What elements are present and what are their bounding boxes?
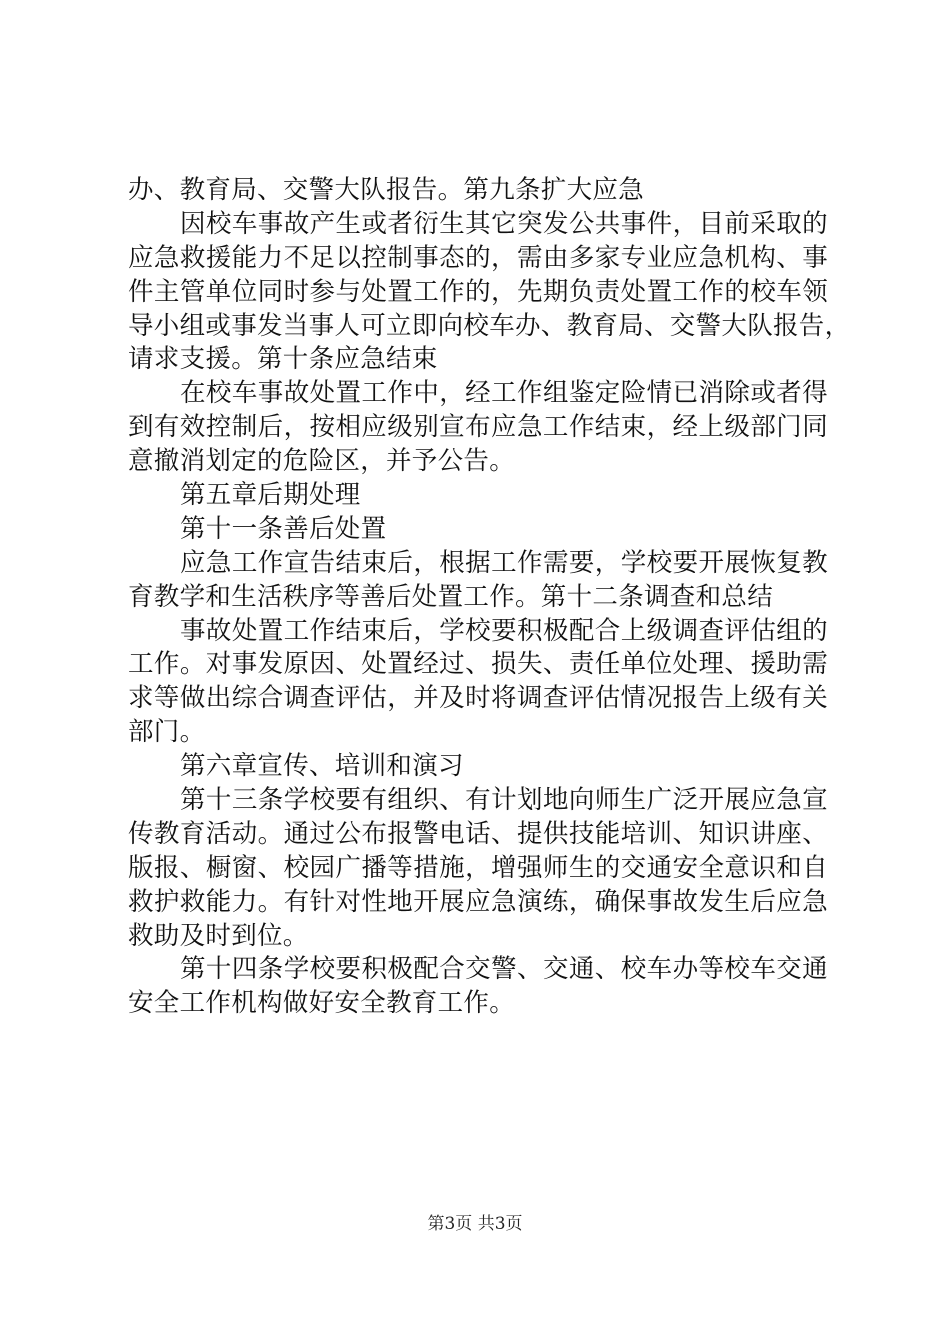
- paragraph: [128, 377, 828, 479]
- text-line: 传教育活动。通过公布报警电话、提供技能培训、知识讲座、: [128, 818, 828, 849]
- text-line: 版报、橱窗、校园广播等措施，增强师生的交通安全意识和自: [128, 852, 828, 883]
- paragraph: [128, 615, 828, 751]
- paragraph: [128, 784, 828, 953]
- text-line: 办、教育局、交警大队报告。第九条扩大应急: [128, 175, 645, 205]
- paragraph: [128, 547, 828, 615]
- text-line: 安全工作机构做好安全教育工作。: [128, 988, 516, 1019]
- page-footer: 第3页 共3页: [427, 1214, 523, 1234]
- paragraph: [128, 750, 828, 784]
- paragraph: [128, 174, 828, 208]
- paragraph: [128, 479, 828, 513]
- text-line: 第六章宣传、培训和演习: [180, 751, 464, 782]
- text-line: 请求支援。第十条应急结束: [128, 344, 438, 375]
- text-line: 因校车事故产生或者衍生其它突发公共事件，目前采取的: [180, 208, 828, 239]
- text-line: 第十一条善后处置: [180, 513, 387, 544]
- text-line: 第十四条学校要积极配合交警、交通、校车办等校车交通: [180, 954, 828, 985]
- text-line: 救护救能力。有针对性地开展应急演练，确保事故发生后应急: [128, 886, 828, 917]
- text-line: 部门。: [128, 717, 206, 748]
- paragraph: [128, 953, 828, 1021]
- text-line: 导小组或事发当事人可立即向校车办、教育局、交警大队报告，: [128, 310, 851, 341]
- text-line: 到有效控制后，按相应级别宣布应急工作结束，经上级部门同: [128, 412, 828, 443]
- text-line: 育教学和生活秩序等善后处置工作。第十二条调查和总结: [128, 581, 774, 612]
- paragraph: [128, 208, 851, 377]
- text-line: 第五章后期处理: [180, 480, 361, 511]
- text-line: 救助及时到位。: [128, 920, 309, 951]
- text-line: 意撤消划定的危险区，并予公告。: [128, 446, 516, 477]
- paragraph: [128, 513, 828, 547]
- text-line: 求等做出综合调查评估，并及时将调查评估情况报告上级有关: [128, 683, 828, 714]
- text-line: 工作。对事发原因、处置经过、损失、责任单位处理、援助需: [128, 649, 828, 680]
- text-line: 事故处置工作结束后，学校要积极配合上级调查评估组的: [180, 615, 828, 646]
- text-line: 应急救援能力不足以控制事态的，需由多家专业应急机构、事: [128, 242, 828, 273]
- text-line: 第十三条学校要有组织、有计划地向师生广泛开展应急宣: [180, 785, 828, 816]
- text-line: 应急工作宣告结束后，根据工作需要，学校要开展恢复教: [180, 547, 828, 578]
- document-body: [128, 174, 851, 1021]
- text-line: 件主管单位同时参与处置工作的，先期负责处置工作的校车领: [128, 276, 828, 307]
- text-line: 在校车事故处置工作中，经工作组鉴定险情已消除或者得: [180, 378, 828, 409]
